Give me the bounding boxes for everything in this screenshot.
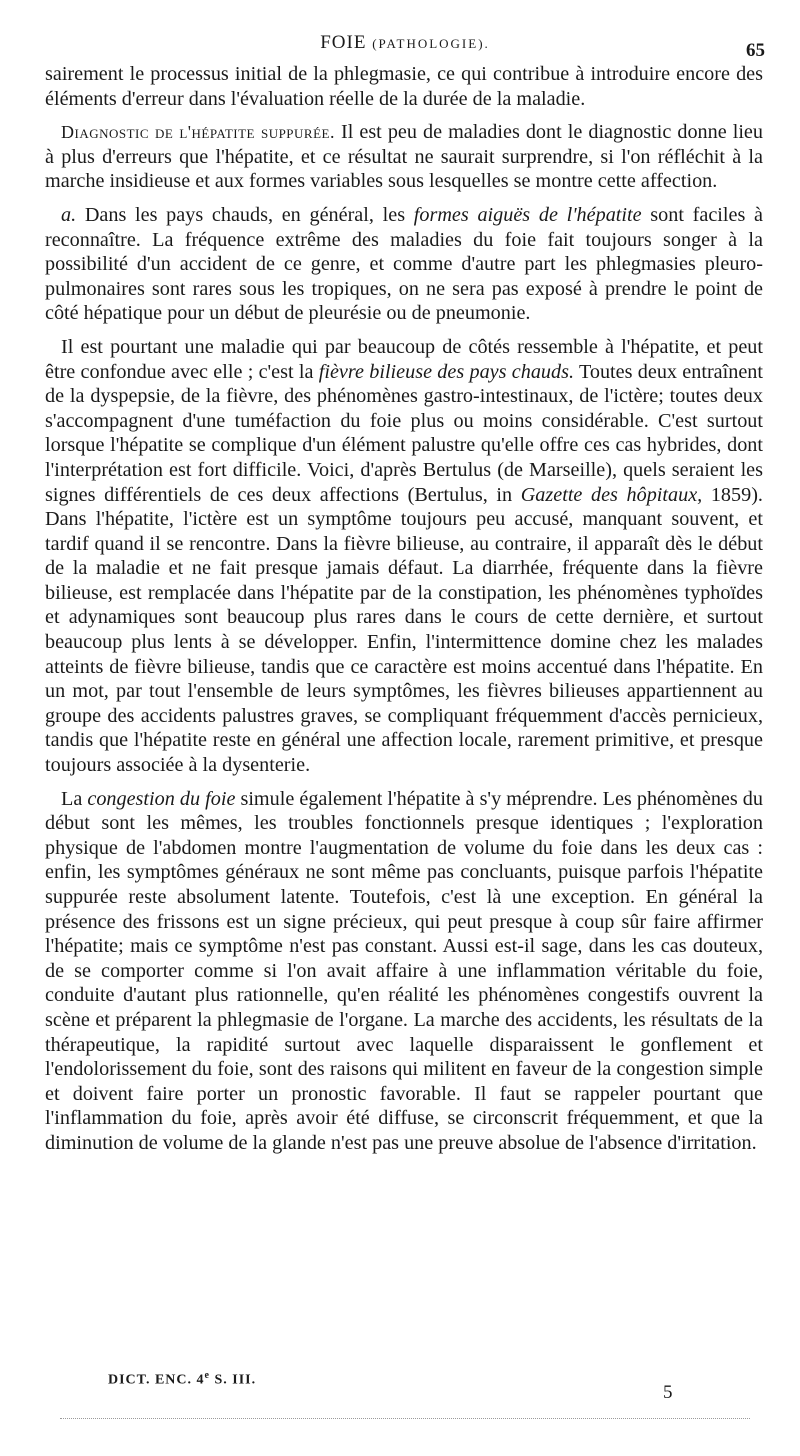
body-text [45,62,763,1156]
bottom-rule [60,1418,750,1419]
paragraph-continued [45,62,763,111]
paragraph-3-text-b: sont faciles à reconnaître. La fréquence extrême des maladies du foie fait toujours songer à la possibilité d'un accident de ce genre, et comme d'autre part les phlegmasies pleuro-pulmonaires sont rares sous les tropiques, on ne sera pas exposé à prendre le point de côté hépatique pour un début de pleurésie ou de pneumonie. [45,203,764,325]
paragraph-acute-forms [45,203,763,326]
page-number: 65 [746,40,765,61]
paragraph-5-text-b: simule également l'hépatite à s'y méprendre. Les phénomènes du début sont les mêmes, les troubles fonctionnels presque identiques ; l'exploration physique de l'abdomen montre l'augmentation de volume du foie dans les deux cas : enfin, les symptômes généraux ne sont même pas concluants, puisque parfois l'hépatite suppurée reste absolument latente. Toutefois, c'est là une exception. En général la présence des frissons est un signe précieux, qui peut presque à coup sûr faire affirmer l'hépatite; mais ce symptôme n'est pas constant. Aussi est-il sage, dans les cas douteux, de se comporter comme si l'on avait affaire à une inflammation véritable du foie, conduite d'autant plus rationnelle, qu'en réalité les phénomènes congestifs ouvrent la scène et préparent la phlegmasie de l'organe. La marche des accidents, les résultats de la thérapeutique, la rapidité surtout avec laquelle disparaissent le gonflement et l'endolorissement du foie, sont des raisons qui militent en faveur de la congestion simple et doivent faire porter un pronostic favorable. Il faut se rappeler pourtant que l'inflammation du foie, après avoir été diffuse, se circonscrit fréquemment, et que la diminution de volume de la glande n'est pas une preuve absolue de l'absence d'irritation. [45,787,763,1154]
signature-superscript: e [204,1370,210,1381]
sheet-number: 5 [663,1382,673,1403]
paragraph-5-text-a: La [61,787,88,810]
paragraph-2-text: Il est peu de maladies dont le diagnostic donne lieu à plus d'erreurs que l'hépatite, et ce résultat ne saurait surprendre, si l'on réfléchit à la marche insidieuse et aux formes variables sous lesquelles se montre cette affection. [45,121,763,193]
item-letter: a. [61,203,77,226]
paragraph-congestion [45,787,763,1156]
running-title-main: FOIE [320,32,367,53]
paragraph-bilious-fever [45,335,763,778]
paragraph-4-text-c: 1859). Dans l'hépatite, l'ictère est un symptôme toujours peu accusé, manquant souvent, et tardif quand il se rencontre. Dans la fièvre bilieuse, au contraire, il apparaît dès le début de la maladie et ne fait presque jamais défaut. La diarrhée, fréquente dans la fièvre bilieuse, est remplacée dans l'hépatite par de la constipation, les phénomènes typhoïdes et adynamiques sont beaucoup plus rares dans le cours de cette dernière, et surtout beaucoup plus lents à se développer. Enfin, l'intermittence domine chez les malades atteints de fièvre bilieuse, tandis que ce caractère est moins accentué dans l'hépatite. En un mot, par tout l'ensemble de leurs symptômes, les fièvres bilieuses appartiennent au groupe des accidents palustres graves, se compliquant fréquemment d'accès pernicieux, tandis que l'hépatite reste en général une affection locale, rarement primitive, et presque toujours associée à la dysenterie. [45,483,763,777]
section-heading: Diagnostic de l'hépatite suppurée. [61,122,335,143]
running-header [45,30,765,60]
paragraph-4-text-b: Toutes deux entraînent de la dyspepsie, de la fièvre, des phénomènes gastro-intestinaux, de l'ictère; toutes deux s'accompagnent d'une tuméfaction du foie plus ou moins considérable. C'est surtout lorsque l'hépatite se complique d'un élément palustre qu'elle offre ces cas hybrides, dont l'interprétation est fort difficile. Voici, d'après Bertulus (de Marseille), quels seraient les signes différentiels de ces deux affections (Bertulus, in [45,360,763,506]
paragraph-3-text-a: Dans les pays chauds, en général, les [76,203,414,226]
signature-suffix: S. III. [209,1372,257,1388]
paragraph-1-text: sairement le processus initial de la phlegmasie, ce qui contribue à introduire encore des éléments d'erreur dans l'évaluation réelle de la durée de la maladie. [45,63,763,110]
emphasis-congestion: congestion du foie [87,787,236,810]
running-title [45,32,765,54]
running-title-subtitle: (PATHOLOGIE). [372,36,490,51]
page-footer [108,1370,708,1410]
paragraph-4-text-a: Il est pourtant une maladie qui par beaucoup de côtés ressemble à l'hépatite, et peut être confondue avec elle ; c'est la [45,335,763,383]
printer-signature [108,1370,256,1389]
signature-prefix: DICT. ENC. 4 [108,1372,205,1388]
emphasis-gazette: Gazette des hôpitaux, [520,483,703,506]
emphasis-bilious-fever: fièvre bilieuse des pays chauds. [318,360,575,383]
emphasis-acute-forms: formes aiguës de l'hépatite [413,203,642,226]
paragraph-diagnostic [45,120,763,194]
